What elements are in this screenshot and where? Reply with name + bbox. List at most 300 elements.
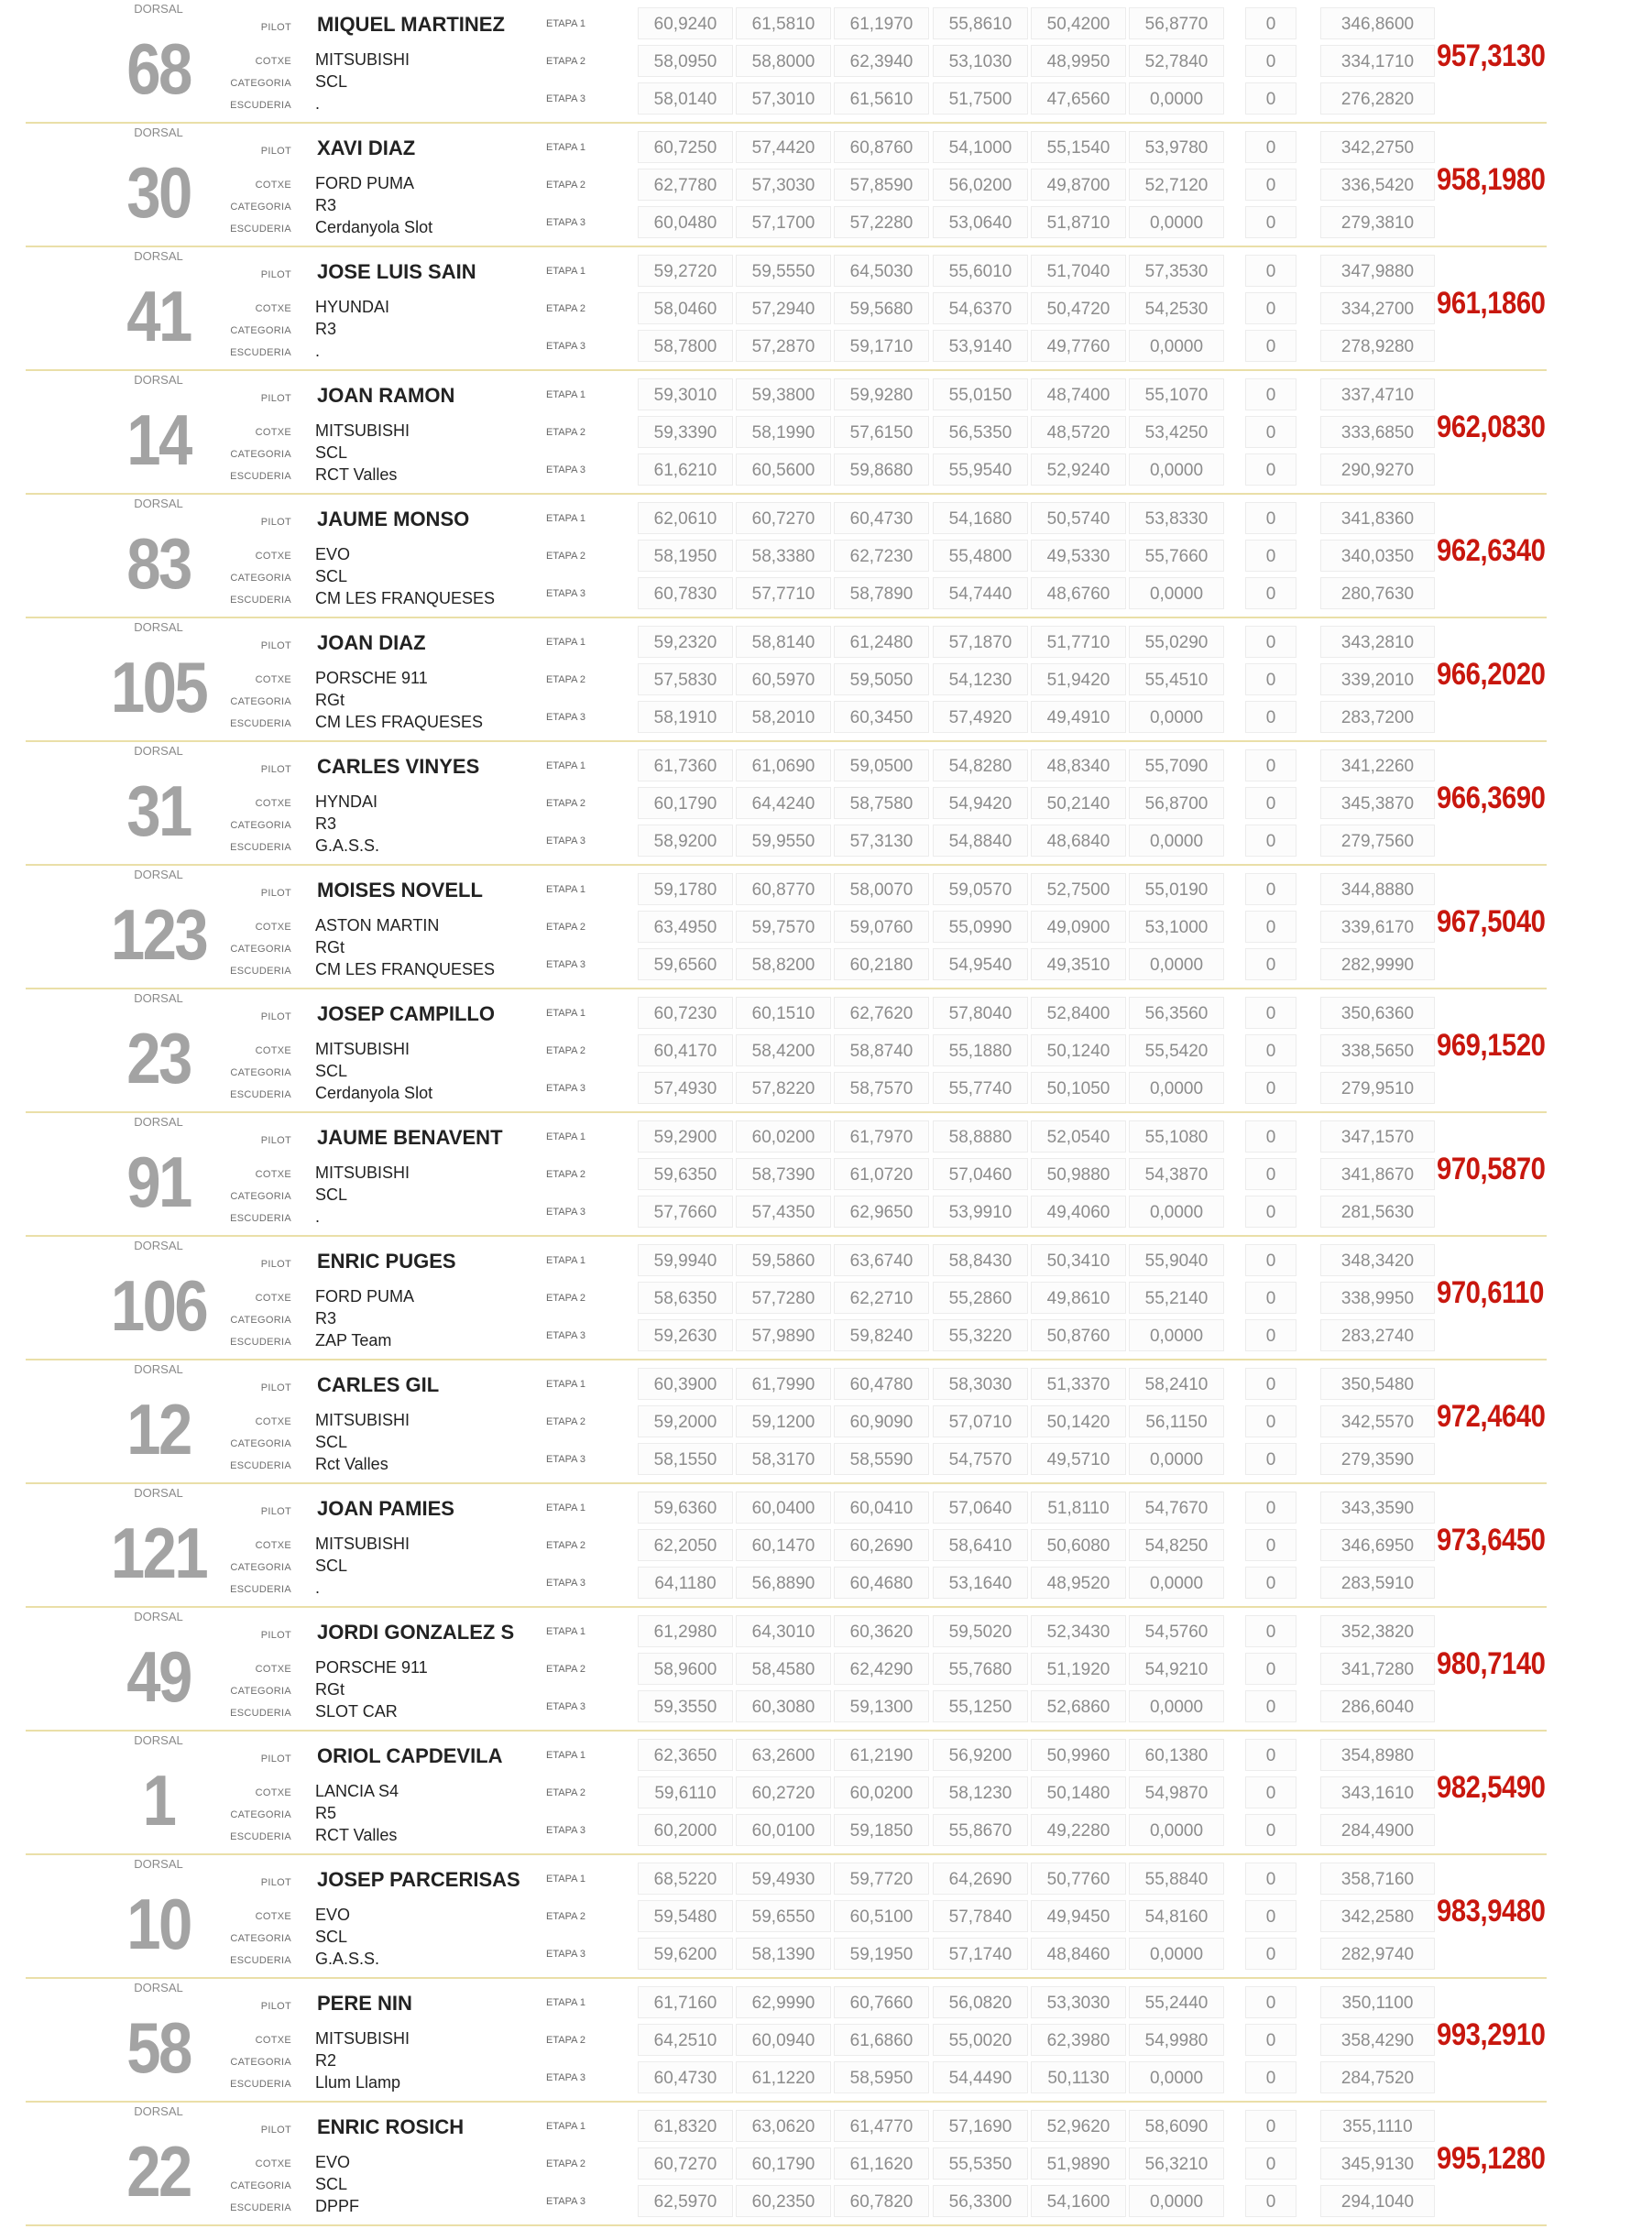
result-entry — [26, 618, 1547, 742]
stage-label: ETAPA 2 — [546, 2035, 586, 2046]
penalty-cell: 0 — [1245, 2061, 1296, 2093]
lap-time-cell: 57,3010 — [736, 82, 831, 115]
lap-time-cell: 59,1710 — [834, 330, 929, 362]
category-label: CATEGORIA — [230, 696, 291, 707]
lap-time-cell: 57,6150 — [834, 416, 929, 448]
penalty-cell: 0 — [1245, 1900, 1296, 1932]
stage-sum-cell: 278,9280 — [1320, 330, 1435, 362]
car-value: PORSCHE 911 — [315, 669, 428, 687]
car-value: MITSUBISHI — [315, 1164, 410, 1182]
lap-time-cell: 56,8770 — [1129, 7, 1224, 39]
lap-time-cell: 52,0540 — [1031, 1120, 1126, 1153]
car-label: COTXE — [255, 922, 291, 933]
team-value: . — [315, 1207, 321, 1226]
category-value: RGt — [315, 1680, 345, 1699]
lap-time-cell: 60,5970 — [736, 663, 831, 695]
result-entry — [26, 1360, 1547, 1484]
dorsal-label: DORSAL — [134, 744, 183, 758]
penalty-cell: 0 — [1245, 169, 1296, 201]
lap-time-cell: 0,0000 — [1129, 2061, 1224, 2093]
dorsal-label: DORSAL — [134, 1610, 183, 1623]
lap-time-cell: 60,0940 — [736, 2024, 831, 2056]
pilot-name: JAUME MONSO — [317, 508, 470, 530]
team-label: ESCUDERIA — [230, 224, 291, 235]
lap-time-cell: 58,7580 — [834, 787, 929, 819]
lap-time-cell: 62,7780 — [638, 169, 733, 201]
car-label: COTXE — [255, 1045, 291, 1056]
lap-time-cell: 62,2050 — [638, 1529, 733, 1561]
lap-time-cell: 57,8590 — [834, 169, 929, 201]
lap-time-cell: 48,8460 — [1031, 1938, 1126, 1970]
team-label: ESCUDERIA — [230, 471, 291, 482]
stage-label: ETAPA 3 — [546, 2196, 586, 2207]
lap-time-cell: 62,7230 — [834, 540, 929, 572]
lap-time-cell: 54,9420 — [933, 787, 1028, 819]
stage-sum-cell: 341,8360 — [1320, 502, 1435, 534]
lap-time-cell: 61,0690 — [736, 749, 831, 781]
lap-time-cell: 56,0200 — [933, 169, 1028, 201]
dorsal-number: 58 — [126, 2007, 191, 2088]
lap-time-cell: 0,0000 — [1129, 82, 1224, 115]
lap-time-cell: 50,5740 — [1031, 502, 1126, 534]
penalty-cell: 0 — [1245, 577, 1296, 609]
lap-time-cell: 55,8610 — [933, 7, 1028, 39]
pilot-name: ENRIC ROSICH — [317, 2115, 465, 2138]
lap-time-cell: 50,1130 — [1031, 2061, 1126, 2093]
category-value: SCL — [315, 567, 348, 585]
stage-label: ETAPA 1 — [546, 1379, 586, 1390]
team-label: ESCUDERIA — [230, 718, 291, 729]
lap-time-cell: 58,9600 — [638, 1653, 733, 1685]
penalty-cell: 0 — [1245, 1690, 1296, 1722]
lap-time-cell: 50,2140 — [1031, 787, 1126, 819]
dorsal-label: DORSAL — [134, 2, 183, 16]
lap-time-cell: 60,0410 — [834, 1491, 929, 1524]
stage-label: ETAPA 1 — [546, 1626, 586, 1637]
penalty-cell: 0 — [1245, 540, 1296, 572]
lap-time-cell: 59,7570 — [736, 911, 831, 943]
penalty-cell: 0 — [1245, 378, 1296, 410]
category-value: SCL — [315, 1928, 348, 1946]
category-label: CATEGORIA — [230, 573, 291, 584]
lap-time-cell: 60,1470 — [736, 1529, 831, 1561]
lap-time-cell: 62,3650 — [638, 1739, 733, 1771]
team-value: G.A.S.S. — [315, 1950, 380, 1968]
lap-time-cell: 57,0710 — [933, 1405, 1028, 1437]
total-time: 962,0830 — [1437, 410, 1546, 444]
pilot-name: CARLES VINYES — [317, 755, 480, 778]
dorsal-number: 14 — [126, 399, 191, 480]
total-time: 970,5870 — [1437, 1152, 1546, 1186]
penalty-cell: 0 — [1245, 825, 1296, 857]
pilot-label: PILOT — [260, 1754, 291, 1765]
lap-time-cell: 58,7570 — [834, 1072, 929, 1104]
lap-time-cell: 60,4680 — [834, 1567, 929, 1599]
stage-sum-cell: 276,2820 — [1320, 82, 1435, 115]
lap-time-cell: 0,0000 — [1129, 1567, 1224, 1599]
stage-sum-cell: 280,7630 — [1320, 577, 1435, 609]
stage-sum-cell: 338,9950 — [1320, 1282, 1435, 1314]
lap-time-cell: 53,1640 — [933, 1567, 1028, 1599]
pilot-label: PILOT — [260, 1011, 291, 1022]
lap-time-cell: 64,3010 — [736, 1615, 831, 1647]
lap-time-cell: 53,0640 — [933, 206, 1028, 238]
lap-time-cell: 53,1030 — [933, 45, 1028, 77]
lap-time-cell: 59,2000 — [638, 1405, 733, 1437]
stage-sum-cell: 342,5570 — [1320, 1405, 1435, 1437]
lap-time-cell: 48,6760 — [1031, 577, 1126, 609]
pilot-name: PERE NIN — [317, 1992, 412, 2015]
result-entry — [26, 1113, 1547, 1237]
dorsal-label: DORSAL — [134, 373, 183, 387]
stage-label: ETAPA 2 — [546, 180, 586, 191]
stage-sum-cell: 341,2260 — [1320, 749, 1435, 781]
team-label: ESCUDERIA — [230, 1584, 291, 1595]
category-value: R2 — [315, 2051, 337, 2070]
lap-time-cell: 55,7740 — [933, 1072, 1028, 1104]
lap-time-cell: 54,8250 — [1129, 1529, 1224, 1561]
lap-time-cell: 48,9520 — [1031, 1567, 1126, 1599]
team-value: Cerdanyola Slot — [315, 1084, 433, 1102]
category-label: CATEGORIA — [230, 1191, 291, 1202]
lap-time-cell: 56,9200 — [933, 1739, 1028, 1771]
stage-sum-cell: 284,7520 — [1320, 2061, 1435, 2093]
lap-time-cell: 50,4200 — [1031, 7, 1126, 39]
team-value: DPPF — [315, 2197, 360, 2215]
lap-time-cell: 62,4290 — [834, 1653, 929, 1685]
lap-time-cell: 57,1870 — [933, 626, 1028, 658]
pilot-label: PILOT — [260, 1630, 291, 1641]
stage-label: ETAPA 3 — [546, 1825, 586, 1836]
lap-time-cell: 51,9890 — [1031, 2147, 1126, 2180]
lap-time-cell: 60,8760 — [834, 131, 929, 163]
penalty-cell: 0 — [1245, 1282, 1296, 1314]
lap-time-cell: 54,8160 — [1129, 1900, 1224, 1932]
lap-time-cell: 60,7250 — [638, 131, 733, 163]
lap-time-cell: 52,9620 — [1031, 2110, 1126, 2142]
lap-time-cell: 58,6410 — [933, 1529, 1028, 1561]
lap-time-cell: 55,7660 — [1129, 540, 1224, 572]
lap-time-cell: 55,7090 — [1129, 749, 1224, 781]
category-label: CATEGORIA — [230, 1438, 291, 1449]
lap-time-cell: 59,0500 — [834, 749, 929, 781]
stage-label: ETAPA 2 — [546, 1540, 586, 1551]
category-label: CATEGORIA — [230, 820, 291, 831]
lap-time-cell: 50,9880 — [1031, 1158, 1126, 1190]
lap-time-cell: 49,8700 — [1031, 169, 1126, 201]
penalty-cell: 0 — [1245, 2024, 1296, 2056]
stage-sum-cell: 350,1100 — [1320, 1986, 1435, 2018]
lap-time-cell: 58,8000 — [736, 45, 831, 77]
result-entry — [26, 1237, 1547, 1360]
lap-time-cell: 57,3030 — [736, 169, 831, 201]
team-label: ESCUDERIA — [230, 1955, 291, 1966]
stage-sum-cell: 343,3590 — [1320, 1491, 1435, 1524]
total-time: 958,1980 — [1437, 162, 1546, 197]
lap-time-cell: 59,2720 — [638, 255, 733, 287]
pilot-name: ENRIC PUGES — [317, 1250, 456, 1273]
lap-time-cell: 57,1740 — [933, 1938, 1028, 1970]
stage-sum-cell: 347,9880 — [1320, 255, 1435, 287]
car-value: EVO — [315, 1906, 351, 1924]
category-label: CATEGORIA — [230, 449, 291, 460]
pilot-name: CARLES GIL — [317, 1373, 440, 1396]
car-label: COTXE — [255, 1540, 291, 1551]
lap-time-cell: 58,5590 — [834, 1443, 929, 1475]
lap-time-cell: 52,3430 — [1031, 1615, 1126, 1647]
lap-time-cell: 59,3800 — [736, 378, 831, 410]
car-label: COTXE — [255, 56, 291, 67]
penalty-cell: 0 — [1245, 330, 1296, 362]
lap-time-cell: 53,9140 — [933, 330, 1028, 362]
total-time: 995,1280 — [1437, 2141, 1546, 2176]
lap-time-cell: 61,5610 — [834, 82, 929, 115]
penalty-cell: 0 — [1245, 131, 1296, 163]
penalty-cell: 0 — [1245, 416, 1296, 448]
dorsal-label: DORSAL — [134, 497, 183, 510]
stage-label: ETAPA 3 — [546, 1454, 586, 1465]
penalty-cell: 0 — [1245, 2110, 1296, 2142]
lap-time-cell: 57,4920 — [933, 701, 1028, 733]
lap-time-cell: 51,8710 — [1031, 206, 1126, 238]
lap-time-cell: 50,3410 — [1031, 1244, 1126, 1276]
dorsal-number: 22 — [126, 2131, 191, 2212]
lap-time-cell: 61,1620 — [834, 2147, 929, 2180]
lap-time-cell: 49,2280 — [1031, 1814, 1126, 1846]
lap-time-cell: 52,9240 — [1031, 453, 1126, 486]
category-value: SCL — [315, 443, 348, 462]
lap-time-cell: 59,5050 — [834, 663, 929, 695]
penalty-cell: 0 — [1245, 82, 1296, 115]
pilot-name: XAVI DIAZ — [317, 137, 416, 159]
penalty-cell: 0 — [1245, 255, 1296, 287]
lap-time-cell: 50,1420 — [1031, 1405, 1126, 1437]
car-value: FORD PUMA — [315, 174, 414, 192]
lap-time-cell: 59,0570 — [933, 873, 1028, 905]
dorsal-number: 105 — [110, 647, 207, 727]
lap-time-cell: 60,4730 — [638, 2061, 733, 2093]
car-value: MITSUBISHI — [315, 50, 410, 69]
lap-time-cell: 64,5030 — [834, 255, 929, 287]
lap-time-cell: 59,6550 — [736, 1900, 831, 1932]
lap-time-cell: 63,0620 — [736, 2110, 831, 2142]
lap-time-cell: 50,1480 — [1031, 1776, 1126, 1808]
lap-time-cell: 59,6110 — [638, 1776, 733, 1808]
stage-label: ETAPA 1 — [546, 513, 586, 524]
lap-time-cell: 51,7500 — [933, 82, 1028, 115]
penalty-cell: 0 — [1245, 45, 1296, 77]
stage-label: ETAPA 1 — [546, 637, 586, 648]
lap-time-cell: 59,5860 — [736, 1244, 831, 1276]
pilot-label: PILOT — [260, 22, 291, 33]
lap-time-cell: 51,7040 — [1031, 255, 1126, 287]
pilot-name: JOSE LUIS SAIN — [317, 260, 476, 283]
lap-time-cell: 61,6860 — [834, 2024, 929, 2056]
pilot-label: PILOT — [260, 640, 291, 651]
dorsal-number: 31 — [126, 770, 191, 851]
lap-time-cell: 0,0000 — [1129, 1443, 1224, 1475]
penalty-cell: 0 — [1245, 206, 1296, 238]
total-time: 966,2020 — [1437, 657, 1546, 692]
lap-time-cell: 56,3560 — [1129, 997, 1224, 1029]
lap-time-cell: 58,8140 — [736, 626, 831, 658]
penalty-cell: 0 — [1245, 1120, 1296, 1153]
lap-time-cell: 55,5420 — [1129, 1034, 1224, 1066]
lap-time-cell: 55,7680 — [933, 1653, 1028, 1685]
lap-time-cell: 60,0200 — [834, 1776, 929, 1808]
lap-time-cell: 58,2010 — [736, 701, 831, 733]
stage-sum-cell: 279,9510 — [1320, 1072, 1435, 1104]
category-value: SCL — [315, 72, 348, 91]
lap-time-cell: 59,8680 — [834, 453, 929, 486]
dorsal-label: DORSAL — [134, 1981, 183, 1994]
result-entry — [26, 1979, 1547, 2103]
lap-time-cell: 52,7120 — [1129, 169, 1224, 201]
lap-time-cell: 53,1000 — [1129, 911, 1224, 943]
penalty-cell: 0 — [1245, 626, 1296, 658]
penalty-cell: 0 — [1245, 1244, 1296, 1276]
stage-label: ETAPA 3 — [546, 1207, 586, 1218]
lap-time-cell: 59,2630 — [638, 1319, 733, 1351]
lap-time-cell: 58,1230 — [933, 1776, 1028, 1808]
pilot-name: JOSEP PARCERISAS — [317, 1868, 520, 1891]
lap-time-cell: 57,8220 — [736, 1072, 831, 1104]
pilot-name: MOISES NOVELL — [317, 879, 483, 901]
team-label: ESCUDERIA — [230, 347, 291, 358]
team-label: ESCUDERIA — [230, 100, 291, 111]
lap-time-cell: 58,0460 — [638, 292, 733, 324]
pilot-name: JAUME BENAVENT — [317, 1126, 503, 1149]
lap-time-cell: 59,6200 — [638, 1938, 733, 1970]
stage-label: ETAPA 1 — [546, 1874, 586, 1885]
lap-time-cell: 55,0150 — [933, 378, 1028, 410]
stage-label: ETAPA 2 — [546, 551, 586, 562]
lap-time-cell: 58,4200 — [736, 1034, 831, 1066]
team-label: ESCUDERIA — [230, 1089, 291, 1100]
lap-time-cell: 50,7760 — [1031, 1863, 1126, 1895]
team-value: CM LES FRAQUESES — [315, 713, 484, 731]
lap-time-cell: 54,4490 — [933, 2061, 1028, 2093]
lap-time-cell: 57,7710 — [736, 577, 831, 609]
lap-time-cell: 55,4800 — [933, 540, 1028, 572]
category-label: CATEGORIA — [230, 1067, 291, 1078]
stage-sum-cell: 352,3820 — [1320, 1615, 1435, 1647]
stage-label: ETAPA 3 — [546, 93, 586, 104]
lap-time-cell: 60,7660 — [834, 1986, 929, 2018]
lap-time-cell: 51,3370 — [1031, 1368, 1126, 1400]
lap-time-cell: 54,2530 — [1129, 292, 1224, 324]
pilot-label: PILOT — [260, 517, 291, 528]
lap-time-cell: 58,0070 — [834, 873, 929, 905]
lap-time-cell: 62,3980 — [1031, 2024, 1126, 2056]
dorsal-label: DORSAL — [134, 126, 183, 139]
lap-time-cell: 51,7710 — [1031, 626, 1126, 658]
stage-sum-cell: 339,6170 — [1320, 911, 1435, 943]
car-value: MITSUBISHI — [315, 1535, 410, 1553]
lap-time-cell: 59,6360 — [638, 1491, 733, 1524]
lap-time-cell: 56,8700 — [1129, 787, 1224, 819]
penalty-cell: 0 — [1245, 1529, 1296, 1561]
row-divider — [26, 2224, 1547, 2226]
lap-time-cell: 54,9540 — [933, 948, 1028, 980]
lap-time-cell: 49,0900 — [1031, 911, 1126, 943]
stage-label: ETAPA 2 — [546, 798, 586, 809]
lap-time-cell: 49,4910 — [1031, 701, 1126, 733]
lap-time-cell: 57,0460 — [933, 1158, 1028, 1190]
car-value: HYNDAI — [315, 792, 378, 811]
lap-time-cell: 63,2600 — [736, 1739, 831, 1771]
penalty-cell: 0 — [1245, 1196, 1296, 1228]
lap-time-cell: 58,7390 — [736, 1158, 831, 1190]
pilot-label: PILOT — [260, 146, 291, 157]
lap-time-cell: 57,4420 — [736, 131, 831, 163]
lap-time-cell: 54,1680 — [933, 502, 1028, 534]
category-value: SCL — [315, 1557, 348, 1575]
stage-sum-cell: 343,1610 — [1320, 1776, 1435, 1808]
lap-time-cell: 52,7840 — [1129, 45, 1224, 77]
lap-time-cell: 53,4250 — [1129, 416, 1224, 448]
lap-time-cell: 0,0000 — [1129, 701, 1224, 733]
team-label: ESCUDERIA — [230, 595, 291, 606]
lap-time-cell: 52,7500 — [1031, 873, 1126, 905]
lap-time-cell: 49,5710 — [1031, 1443, 1126, 1475]
lap-time-cell: 58,9200 — [638, 825, 733, 857]
lap-time-cell: 59,5680 — [834, 292, 929, 324]
lap-time-cell: 58,6090 — [1129, 2110, 1224, 2142]
total-time: 957,3130 — [1437, 38, 1546, 73]
category-label: CATEGORIA — [230, 2180, 291, 2191]
penalty-cell: 0 — [1245, 701, 1296, 733]
team-value: RCT Valles — [315, 1826, 398, 1844]
pilot-name: JOAN RAMON — [317, 384, 455, 407]
penalty-cell: 0 — [1245, 1739, 1296, 1771]
stage-sum-cell: 340,0350 — [1320, 540, 1435, 572]
lap-time-cell: 56,5350 — [933, 416, 1028, 448]
total-time: 969,1520 — [1437, 1028, 1546, 1063]
pilot-label: PILOT — [260, 393, 291, 404]
lap-time-cell: 0,0000 — [1129, 206, 1224, 238]
car-label: COTXE — [255, 551, 291, 562]
stage-sum-cell: 350,5480 — [1320, 1368, 1435, 1400]
lap-time-cell: 0,0000 — [1129, 1814, 1224, 1846]
penalty-cell: 0 — [1245, 453, 1296, 486]
stage-label: ETAPA 1 — [546, 18, 586, 29]
lap-time-cell: 58,1950 — [638, 540, 733, 572]
lap-time-cell: 61,1220 — [736, 2061, 831, 2093]
stage-label: ETAPA 3 — [546, 959, 586, 970]
car-value: FORD PUMA — [315, 1287, 414, 1306]
stage-sum-cell: 337,4710 — [1320, 378, 1435, 410]
lap-time-cell: 49,7760 — [1031, 330, 1126, 362]
stage-label: ETAPA 3 — [546, 1949, 586, 1960]
penalty-cell: 0 — [1245, 502, 1296, 534]
dorsal-number: 41 — [126, 276, 191, 356]
stage-sum-cell: 346,6950 — [1320, 1529, 1435, 1561]
lap-time-cell: 54,3870 — [1129, 1158, 1224, 1190]
team-label: ESCUDERIA — [230, 1708, 291, 1719]
dorsal-number: 12 — [126, 1389, 191, 1470]
lap-time-cell: 54,7440 — [933, 577, 1028, 609]
lap-time-cell: 49,5330 — [1031, 540, 1126, 572]
pilot-name: JORDI GONZALEZ S — [317, 1621, 515, 1644]
pilot-label: PILOT — [260, 1382, 291, 1393]
pilot-name: MIQUEL MARTINEZ — [317, 13, 505, 36]
stage-sum-cell: 358,7160 — [1320, 1863, 1435, 1895]
lap-time-cell: 55,8840 — [1129, 1863, 1224, 1895]
lap-time-cell: 59,6350 — [638, 1158, 733, 1190]
lap-time-cell: 59,6560 — [638, 948, 733, 980]
category-label: CATEGORIA — [230, 1562, 291, 1573]
